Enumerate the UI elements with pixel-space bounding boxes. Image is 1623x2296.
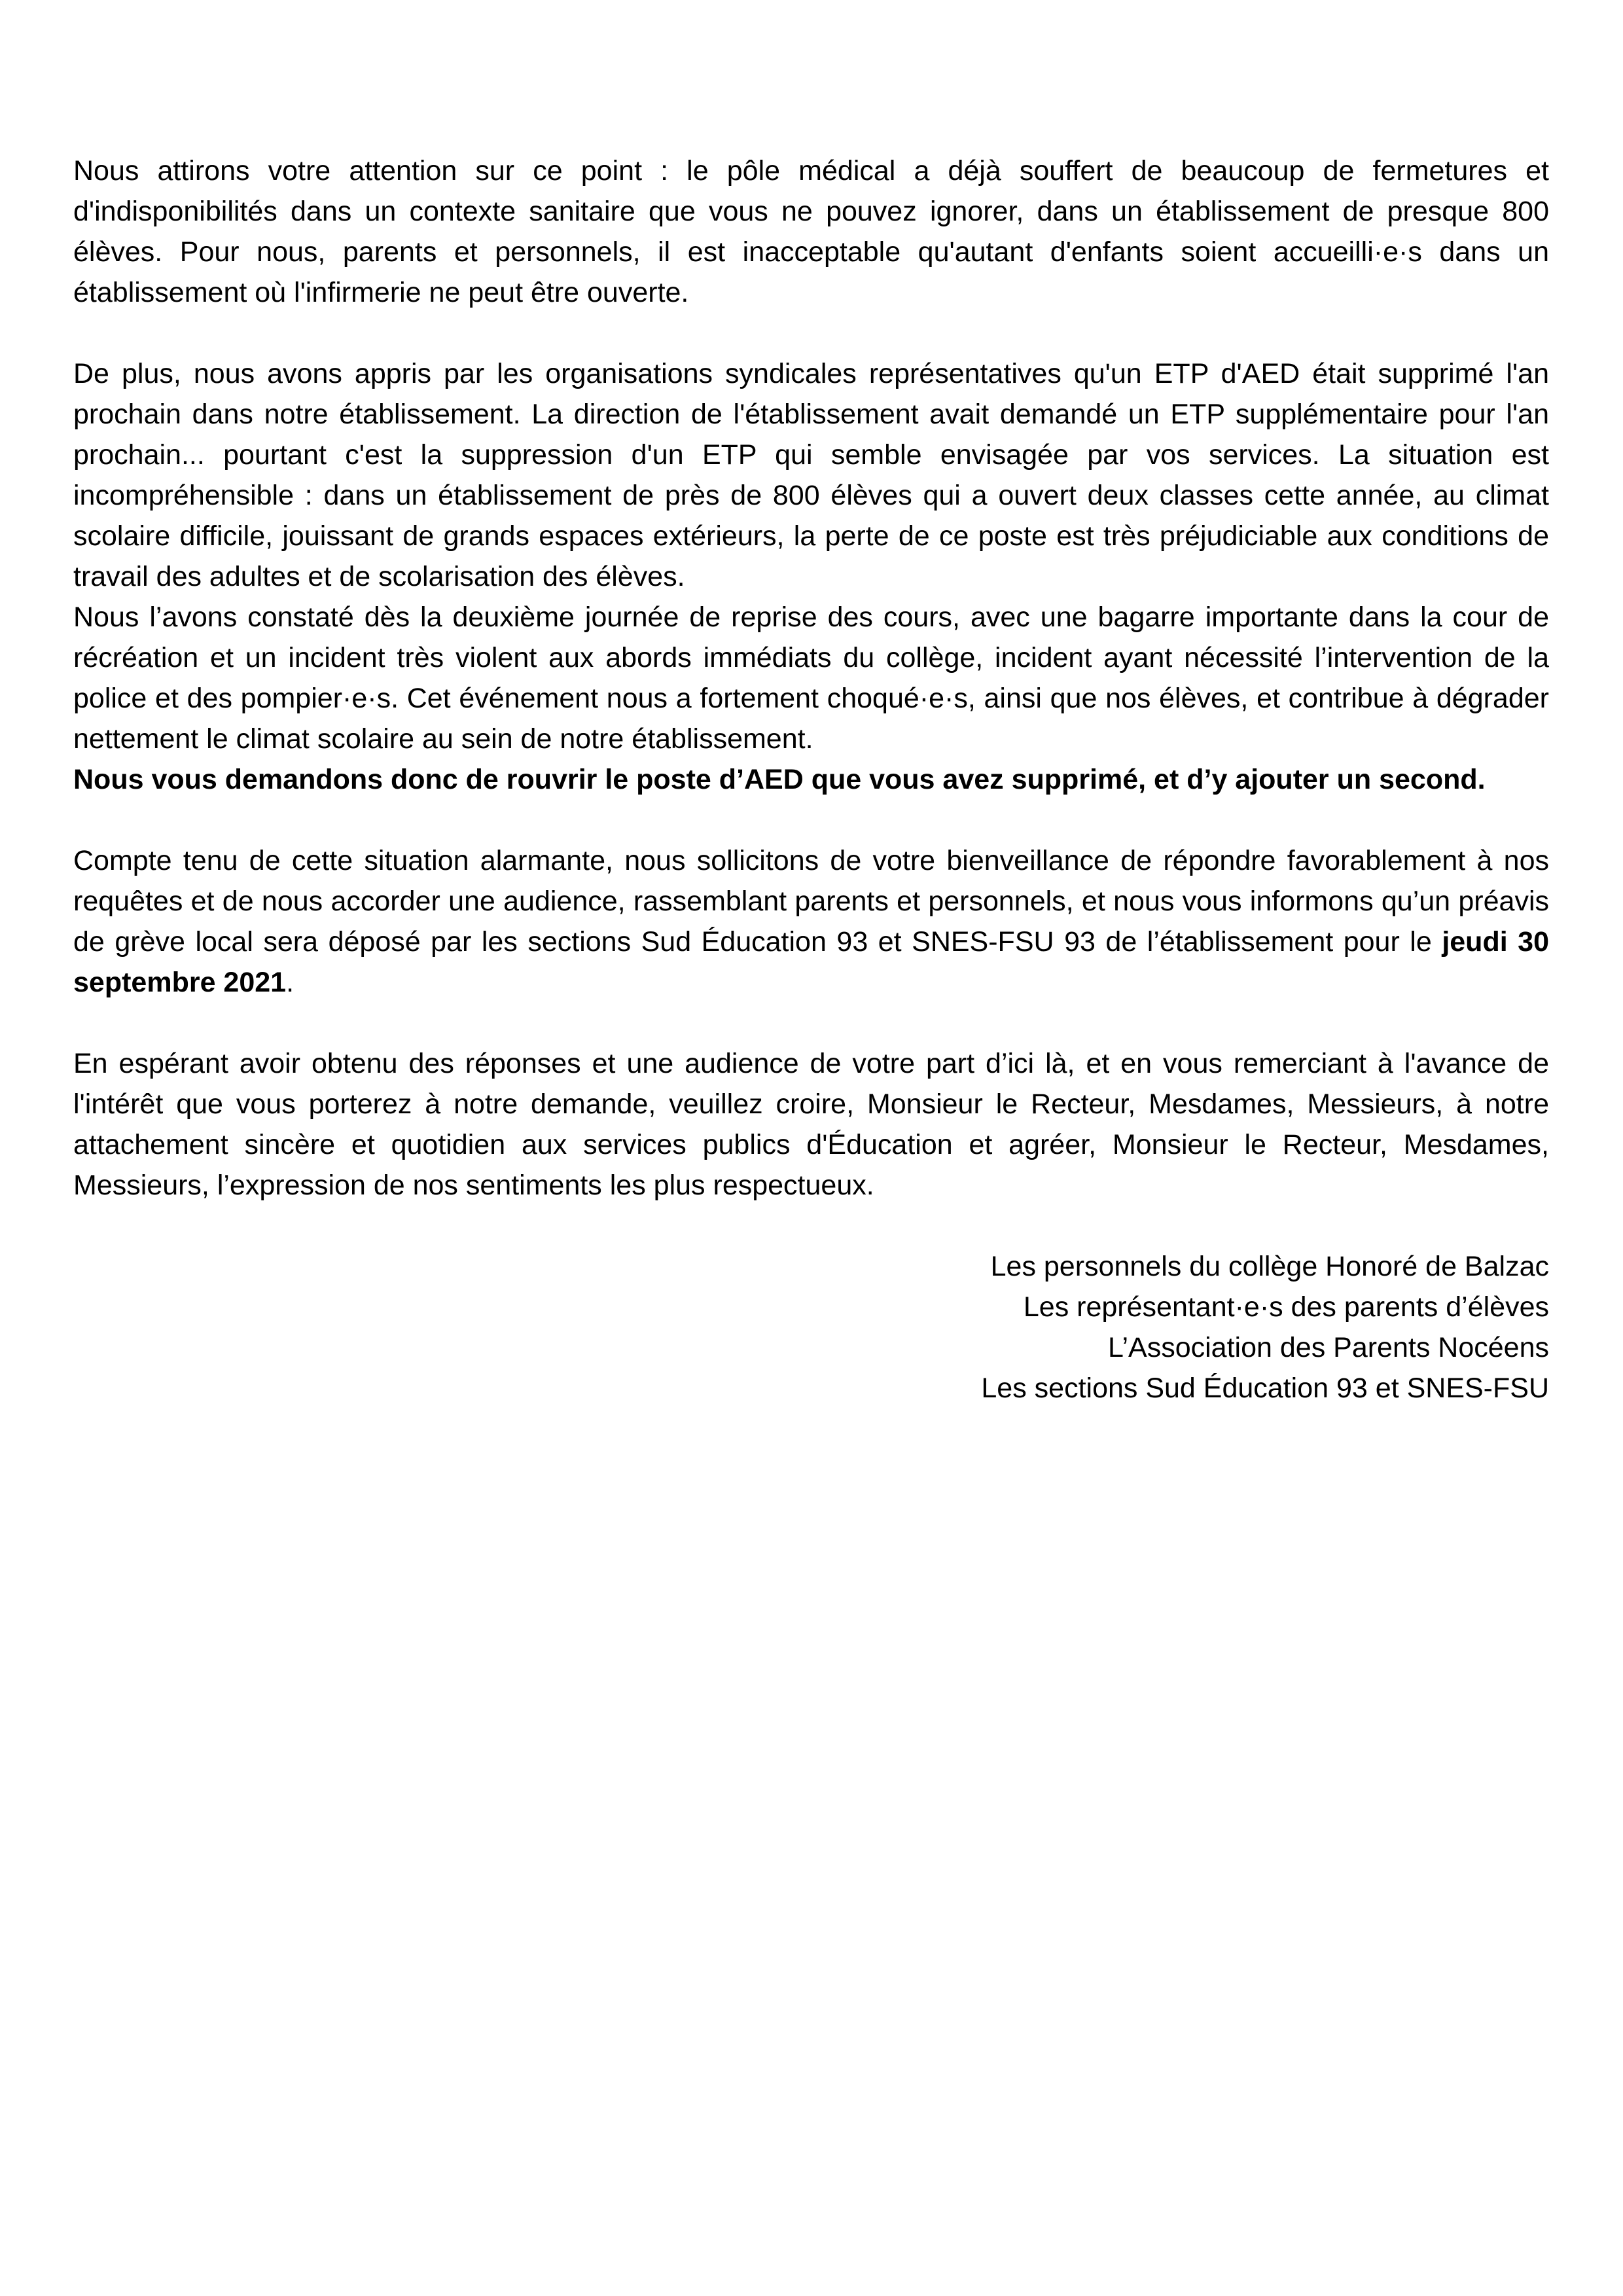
- paragraph-medical: [73, 151, 1549, 313]
- paragraph-demand-text: Nous vous demandons donc de rouvrir le poste d’AED que vous avez supprimé, et d’y ajouter un second.: [73, 764, 1486, 795]
- signature-block: [73, 1246, 1549, 1408]
- paragraph-incident-text: Nous l’avons constaté dès la deuxième journée de reprise des cours, avec une bagarre importante dans la cour de récréation et un incident très violent aux abords immédiats du collège, incident ayant nécessité l’intervention de la police et des pompier·e·s. Cet événement nous a fortement choqué·e·s, ainsi que nos élèves, et contribue à dégrader nettement le climat scolaire au sein de notre établissement.: [73, 601, 1549, 755]
- paragraph-aed-suppression: [73, 353, 1549, 597]
- signature-parent-reps: Les représentant·e·s des parents d’élèves: [1023, 1291, 1549, 1323]
- signature-staff: Les personnels du collège Honoré de Balzac: [990, 1251, 1549, 1282]
- strike-date: jeudi 30 septembre 2021: [73, 926, 1550, 998]
- paragraph-strike-notice-text: Compte tenu de cette situation alarmante, nous sollicitons de votre bienveillance de répondre favorablement à nos requêtes et de nous accorder une audience, rassemblant parents et personnels, et nous vous informons qu’un préavis de grève local sera déposé par les sections Sud Éducation 93 et SNES-FSU 93 de l’établissement pour le: [73, 845, 1549, 958]
- paragraph-closing-text: En espérant avoir obtenu des réponses et une audience de votre part d’ici là, et en vous remerciant à l'avance de l'intérêt que vous porterez à notre demande, veuillez croire, Monsieur le Recteur, Mesdames, Messieurs, à notre attachement sincère et quotidien aux services publics d'Éducation et agréer, Monsieur le Recteur, Mesdames, Messieurs, l’expression de nos sentiments les plus respectueux.: [73, 1048, 1549, 1201]
- paragraph-closing: [73, 1043, 1549, 1206]
- paragraph-strike-notice-end: .: [286, 967, 294, 998]
- signature-parents-association: L’Association des Parents Nocéens: [1107, 1332, 1549, 1363]
- paragraph-medical-text: Nous attirons votre attention sur ce point : le pôle médical a déjà souffert de beaucoup de fermetures et d'indisponibilités dans un contexte sanitaire que vous ne pouvez ignorer, dans un établissement de presque 800 élèves. Pour nous, parents et personnels, il est inacceptable qu'autant d'enfants soient accueilli·e·s dans un établissement où l'infirmerie ne peut être ouverte.: [73, 155, 1549, 308]
- paragraph-incident: [73, 597, 1549, 759]
- paragraph-demand: [73, 759, 1549, 800]
- signature-union-sections: Les sections Sud Éducation 93 et SNES-FSU: [981, 1372, 1549, 1404]
- paragraph-strike-notice: [73, 840, 1549, 1003]
- paragraph-aed-suppression-text: De plus, nous avons appris par les organisations syndicales représentatives qu'un ETP d'AED était supprimé l'an prochain dans notre établissement. La direction de l'établissement avait demandé un ETP supplémentaire pour l'an prochain... pourtant c'est la suppression d'un ETP qui semble envisagée par vos services. La situation est incompréhensible : dans un établissement de près de 800 élèves qui a ouvert deux classes cette année, au climat scolaire difficile, jouissant de grands espaces extérieurs, la perte de ce poste est très préjudiciable aux conditions de travail des adultes et de scolarisation des élèves.: [73, 358, 1549, 592]
- letter-body: [73, 151, 1549, 1408]
